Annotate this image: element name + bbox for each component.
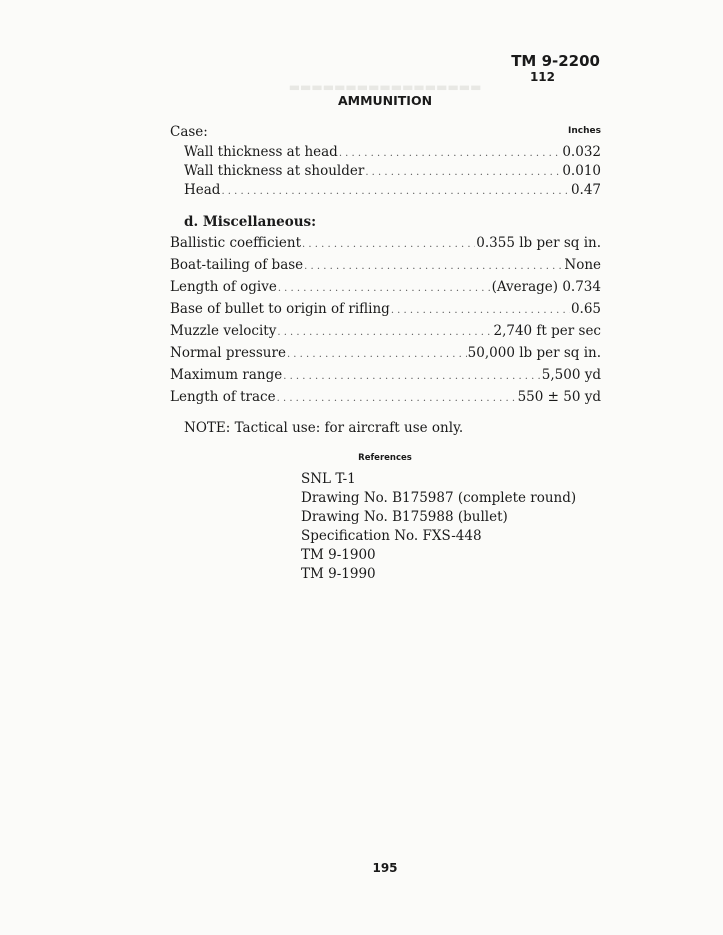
case-row [184, 143, 601, 163]
leader-dots [278, 280, 491, 298]
leader-dots [277, 390, 517, 408]
misc-row [170, 322, 601, 342]
leader-dots [277, 324, 492, 342]
page-number: 195 [372, 861, 398, 875]
leader-dots [339, 145, 562, 163]
misc-row [170, 344, 601, 364]
reference-item: SNL T-1 [301, 471, 356, 487]
row-value: (Average) 0.734 [491, 279, 601, 295]
row-label: Length of ogive [170, 279, 277, 295]
leader-dots [302, 236, 475, 254]
row-value: 50,000 lb per sq in. [467, 345, 601, 361]
bleed-through: ▬▬▬▬▬▬▬▬▬▬▬▬▬▬▬▬▬ [288, 80, 482, 94]
reference-item: Specification No. FXS-448 [301, 528, 482, 544]
row-value: 0.47 [570, 182, 601, 198]
references-list [301, 470, 576, 584]
case-row [184, 181, 601, 201]
misc-row [170, 278, 601, 298]
leader-dots [287, 346, 467, 364]
page-title: AMMUNITION [337, 93, 433, 108]
misc-row [170, 366, 601, 386]
misc-row [170, 300, 601, 320]
row-label: Normal pressure [170, 345, 286, 361]
note: NOTE: Tactical use: for aircraft use only. [184, 420, 464, 436]
reference-item: TM 9-1990 [301, 566, 376, 582]
row-value: 550 ± 50 yd [517, 389, 601, 405]
misc-heading: d. Miscellaneous: [184, 214, 317, 230]
misc-row [170, 256, 601, 276]
reference-item: TM 9-1900 [301, 547, 376, 563]
row-value: 0.010 [562, 163, 601, 179]
manual-number: TM 9-2200 [511, 52, 600, 70]
row-value: 2,740 ft per sec [493, 323, 601, 339]
references-heading: References [358, 453, 412, 463]
row-value: 0.65 [570, 301, 601, 317]
case-heading: Case: [170, 124, 208, 140]
leader-dots [221, 183, 569, 201]
leader-dots [283, 368, 541, 386]
leader-dots [304, 258, 563, 276]
leader-dots [391, 302, 570, 320]
reference-item: Drawing No. B175987 (complete round) [301, 490, 577, 506]
section-number: 112 [529, 70, 555, 84]
row-label: Ballistic coefficient [170, 235, 302, 251]
misc-row [170, 388, 601, 408]
reference-item: Drawing No. B175988 (bullet) [301, 509, 508, 525]
row-label: Boat-tailing of base [170, 257, 304, 273]
units-label: Inches [568, 126, 601, 136]
row-value: 0.355 lb per sq in. [476, 235, 601, 251]
row-label: Length of trace [170, 389, 276, 405]
case-row [184, 162, 601, 182]
row-value: None [564, 257, 601, 273]
leader-dots [365, 164, 561, 182]
row-label: Maximum range [170, 367, 283, 383]
row-label: Wall thickness at head [184, 144, 338, 160]
row-label: Base of bullet to origin of rifling [170, 301, 390, 317]
row-value: 5,500 yd [541, 367, 601, 383]
row-label: Wall thickness at shoulder [184, 163, 365, 179]
row-label: Muzzle velocity [170, 323, 277, 339]
row-label: Head [184, 182, 221, 198]
misc-row [170, 234, 601, 254]
row-value: 0.032 [562, 144, 601, 160]
